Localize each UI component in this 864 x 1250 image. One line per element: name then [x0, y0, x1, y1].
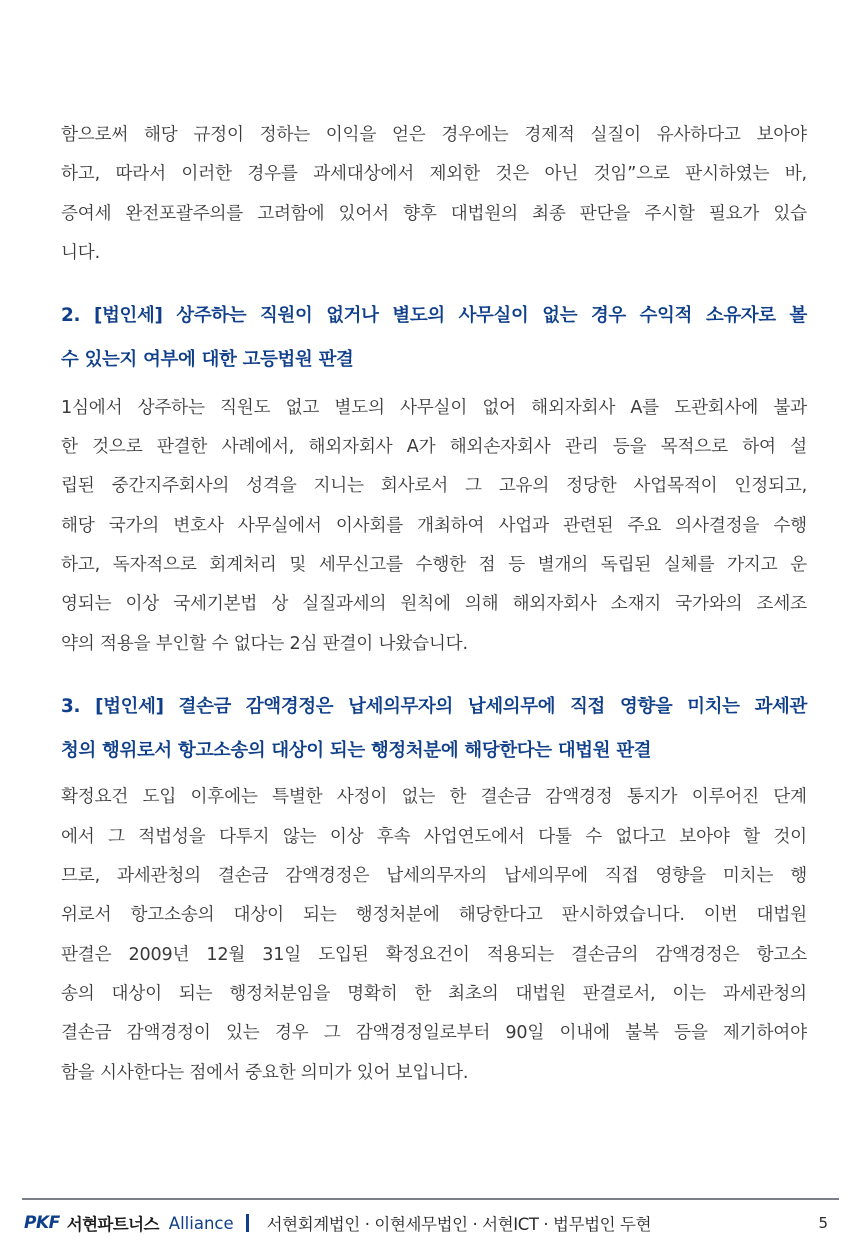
word: 도관회사에 — [674, 397, 759, 418]
word: 최초의 — [448, 983, 499, 1004]
word: 그 — [323, 1023, 341, 1044]
section-3-body — [61, 778, 807, 1092]
word: 이후에는 — [190, 787, 258, 808]
word: 해당 — [143, 125, 178, 145]
word: 고려함에 — [257, 203, 325, 224]
word: 필요가 — [708, 203, 760, 224]
word: 후속 — [376, 826, 411, 847]
word: 미치는 — [687, 695, 740, 717]
word: 있습 — [773, 203, 807, 224]
word: 납세의무자의 — [348, 695, 453, 717]
word: 영향을 — [655, 866, 706, 887]
word: 납세의무에 — [503, 866, 588, 887]
word: 직원도 — [219, 397, 271, 418]
word: 2. — [61, 305, 81, 327]
word: 립된 — [61, 476, 95, 497]
word: 행 — [790, 866, 807, 887]
word: 수 — [585, 826, 602, 847]
paragraph-line: 함을 시사한다는 점에서 중요한 의미가 있어 보입니다. — [61, 1062, 469, 1083]
word: 31일 — [262, 944, 302, 965]
word: 향후 — [403, 203, 437, 224]
word: 실질과세의 — [302, 594, 387, 615]
paragraph-line — [61, 896, 807, 935]
word: 판시하였는 — [685, 164, 770, 185]
word: 보아야 — [756, 125, 807, 145]
word: 변호사 — [173, 515, 224, 536]
word: 규정이 — [193, 125, 244, 145]
word: 이루어진 — [691, 787, 759, 808]
word: 도입된 — [318, 944, 369, 965]
word: 완전포괄주의를 — [125, 203, 244, 224]
word: 않는 — [282, 826, 317, 847]
paragraph-line — [61, 428, 807, 467]
word: 목적으로 — [660, 437, 728, 458]
word: 독자적으로 — [112, 554, 197, 575]
word: 사무실이 — [399, 397, 468, 418]
word: 바, — [784, 164, 807, 185]
word: 것이 — [773, 826, 807, 847]
word: 해외자회사 — [308, 437, 393, 458]
word: 제기하여야 — [722, 1023, 807, 1044]
word: 과세관청의 — [722, 983, 807, 1004]
word: 확정요건이 — [385, 944, 470, 965]
word: 불복 — [625, 1023, 659, 1044]
word: 상주하는 — [176, 305, 247, 327]
word: 하여 — [742, 437, 776, 458]
paragraph-line — [61, 116, 807, 155]
word: 볼 — [789, 305, 807, 327]
word: 12월 — [206, 944, 246, 965]
word: 다투지 — [218, 826, 270, 847]
footer-separator-bar — [246, 1214, 249, 1232]
word: 3. — [61, 695, 81, 717]
word: 감액경정이 — [126, 1023, 211, 1044]
word: 되는 — [303, 905, 337, 926]
word: 있는 — [225, 1023, 260, 1044]
word: 없고 — [285, 397, 320, 418]
intro-paragraph — [61, 116, 807, 273]
word: 이는 — [672, 983, 706, 1004]
word: 상 — [271, 594, 289, 615]
word: 감액경정은 — [245, 695, 334, 717]
word: 경우를 — [247, 164, 298, 185]
word: 중간지주회사의 — [111, 476, 230, 497]
word: 따라서 — [115, 164, 166, 185]
paragraph-line — [61, 936, 807, 975]
word: 및 — [289, 554, 307, 575]
paragraph-line — [61, 778, 807, 817]
word: 인정되고, — [734, 476, 807, 497]
heading-line — [61, 294, 807, 338]
word: 등을 — [612, 437, 647, 458]
paragraph-line — [61, 585, 807, 624]
word: 별도의 — [392, 305, 445, 327]
word: 해당 — [61, 515, 95, 536]
word: 설 — [790, 437, 807, 458]
word: 국세기본법 — [173, 594, 258, 615]
word: 주시할 — [644, 203, 695, 224]
word: 이익을 — [325, 125, 377, 145]
word: 고유의 — [498, 476, 550, 497]
word: 최종 — [532, 203, 566, 224]
word: 사무실에서 — [237, 515, 322, 536]
footer-divider — [22, 1198, 839, 1200]
word: 과세관청의 — [116, 866, 201, 887]
word: 할 — [743, 826, 760, 847]
alliance-label: Alliance — [168, 1213, 234, 1233]
word: 제외한 — [429, 164, 480, 185]
word: 원칙에 — [400, 594, 451, 615]
word: 단계 — [773, 787, 807, 808]
word: 행정처분임을 — [229, 983, 331, 1004]
word: 판결은 — [61, 944, 112, 965]
word: 결손금 — [61, 1023, 112, 1044]
word: 유사하다고 — [656, 125, 741, 145]
word: 1심에서 — [61, 397, 123, 418]
word: 직접 — [604, 866, 639, 887]
word: 등을 — [674, 1023, 708, 1044]
heading-line: 수 있는지 여부에 대한 고등법원 판결 — [61, 348, 354, 370]
word: 하고, — [61, 164, 100, 185]
word: 그 — [108, 826, 125, 847]
word: 결손금 — [480, 787, 532, 808]
word: 통지가 — [626, 787, 678, 808]
word: 적법성을 — [138, 826, 206, 847]
paragraph-line — [61, 195, 807, 234]
word: 결손금 — [217, 866, 269, 887]
word: 개최하여 — [417, 515, 485, 536]
word: 사무실이 — [458, 305, 529, 327]
word: 감액경정일로부터 — [355, 1023, 491, 1044]
word: 상주하는 — [137, 397, 205, 418]
word: 의해 — [464, 594, 499, 615]
word: 보아야 — [679, 826, 730, 847]
word: 이사회를 — [335, 515, 404, 536]
word: 운 — [790, 554, 807, 575]
word: 없거나 — [326, 305, 379, 327]
word: 경우 — [590, 305, 626, 327]
word: 감액경정 — [545, 787, 613, 808]
word: 명확히 — [347, 983, 398, 1004]
word: 판결한 — [156, 437, 208, 458]
word: 경제적 — [524, 125, 575, 145]
word: 가지고 — [727, 554, 778, 575]
word: 항고소송의 — [130, 905, 215, 926]
word: 해외손자회사 — [449, 437, 551, 458]
word: 결손금의 — [571, 944, 639, 965]
word: 지니는 — [313, 476, 364, 497]
word: 없는 — [542, 305, 578, 327]
word: 확정요건 — [61, 787, 129, 808]
word: 없는 — [401, 787, 436, 808]
word: 별개의 — [537, 554, 589, 575]
word: 국가의 — [108, 515, 160, 536]
paragraph-line — [61, 975, 807, 1014]
paragraph-line: 니다. — [61, 242, 100, 263]
paragraph-line — [61, 155, 807, 194]
word: 납세의무에 — [467, 695, 556, 717]
word: 사업과 — [498, 515, 549, 536]
paragraph-line — [61, 389, 807, 428]
word: [법인세] — [93, 305, 163, 327]
word: 대법원 — [756, 905, 807, 926]
word: 이러한 — [181, 164, 232, 185]
word: 이번 — [703, 905, 738, 926]
word: 사례에서, — [221, 437, 295, 458]
word: 함으로써 — [61, 125, 129, 145]
word: 이내에 — [559, 1023, 610, 1044]
paragraph-line — [61, 818, 807, 857]
word: 되는 — [178, 983, 213, 1004]
word: 얻은 — [391, 125, 426, 145]
word: 실질이 — [590, 125, 641, 145]
word: 행정처분에 — [355, 905, 440, 926]
word: 감액경정은 — [655, 944, 740, 965]
word: 수행한 — [415, 554, 466, 575]
word: 것임”으로 — [593, 164, 670, 185]
word: 아닌 — [544, 164, 579, 185]
word: 다툴 — [538, 826, 572, 847]
section-2-heading — [61, 294, 807, 382]
section-2-body — [61, 389, 807, 664]
word: 경우 — [274, 1023, 309, 1044]
word: 사정이 — [336, 787, 388, 808]
word: [법인세] — [95, 695, 164, 717]
word: 송의 — [61, 983, 95, 1004]
word: 대상이 — [233, 905, 284, 926]
page-number: 5 — [818, 1214, 828, 1232]
paragraph-line — [61, 1014, 807, 1053]
word: 관련된 — [563, 515, 614, 536]
word: 없다고 — [615, 826, 666, 847]
word: 에서 — [61, 826, 95, 847]
word: 한 — [414, 983, 432, 1004]
word: 수행 — [773, 515, 807, 536]
word: 점 — [478, 554, 496, 575]
word: 정당한 — [566, 476, 617, 497]
word: 회사로서 — [380, 476, 449, 497]
word: 경우에는 — [441, 125, 509, 145]
word: 직접 — [570, 695, 606, 717]
word: 사업연도에서 — [423, 826, 525, 847]
word: 해당한다고 — [458, 905, 543, 926]
word: 대상이 — [111, 983, 162, 1004]
heading-line — [61, 685, 807, 729]
pkf-logo: PKF — [24, 1213, 60, 1233]
word: 의사결정을 — [675, 515, 760, 536]
word: 감액경정은 — [285, 866, 370, 887]
word: 있어서 — [338, 203, 389, 224]
word: 독립된 — [600, 554, 652, 575]
word: 그 — [464, 476, 482, 497]
word: 영향을 — [619, 695, 673, 717]
paragraph-line — [61, 467, 807, 506]
word: 것으로 — [92, 437, 143, 458]
heading-line: 청의 행위로서 항고소송의 대상이 되는 행정처분에 해당한다는 대법원 판결 — [61, 739, 652, 761]
word: 해외자회사 — [531, 397, 616, 418]
word: 판결로서, — [582, 983, 656, 1004]
word: 별도의 — [334, 397, 385, 418]
word: 므로, — [61, 866, 100, 887]
word: 90일 — [505, 1023, 545, 1044]
word: A가 — [406, 437, 436, 458]
word: 판단을 — [579, 203, 631, 224]
word: 회계처리 — [209, 554, 277, 575]
word: 없어 — [482, 397, 516, 418]
paragraph-line — [61, 507, 807, 546]
word: 정하는 — [259, 125, 310, 145]
page-content — [61, 116, 807, 1093]
word: 이상 — [329, 826, 364, 847]
word: 대법원의 — [450, 203, 518, 224]
word: 소유자로 — [705, 305, 776, 327]
word: 미치는 — [722, 866, 774, 887]
paragraph-line — [61, 857, 807, 896]
word: 불과 — [773, 397, 807, 418]
word: 2009년 — [128, 944, 190, 965]
word: 해외자회사 — [512, 594, 597, 615]
word: 한 — [61, 437, 78, 458]
word: 것은 — [495, 164, 530, 185]
word: 영되는 — [61, 594, 112, 615]
word: 세무신고를 — [318, 554, 403, 575]
paragraph-line: 약의 적용을 부인할 수 없다는 2심 판결이 나왔습니다. — [61, 633, 468, 654]
word: 사업목적이 — [633, 476, 718, 497]
word: 항고소 — [756, 944, 807, 965]
word: 국가와의 — [675, 594, 743, 615]
footer — [24, 1210, 651, 1236]
word: 조세조 — [756, 594, 807, 615]
word: 성격을 — [246, 476, 297, 497]
word: 직원이 — [260, 305, 313, 327]
word: A를 — [630, 397, 659, 418]
word: 판시하였습니다. — [561, 905, 685, 926]
word: 관리 — [564, 437, 599, 458]
word: 대법원 — [515, 983, 566, 1004]
word: 이상 — [125, 594, 160, 615]
word: 등 — [508, 554, 525, 575]
word: 과세대상에서 — [313, 164, 414, 185]
word: 도입 — [142, 787, 177, 808]
word: 증여세 — [61, 203, 112, 224]
word: 한 — [449, 787, 467, 808]
firm-name: 서현파트너스 — [66, 1215, 159, 1234]
word: 하고, — [61, 554, 100, 575]
paragraph-line — [61, 546, 807, 585]
word: 위로서 — [61, 905, 112, 926]
section-3-heading — [61, 685, 807, 773]
word: 과세관 — [754, 695, 807, 717]
word: 결손금 — [178, 695, 232, 717]
word: 실체를 — [663, 554, 715, 575]
word: 소재지 — [610, 594, 662, 615]
word: 납세의무자의 — [386, 866, 487, 887]
word: 수익적 — [639, 305, 693, 327]
word: 주요 — [627, 515, 662, 536]
word: 적용되는 — [486, 944, 554, 965]
member-firms: 서현회계법인 · 이현세무법인 · 서현ICT · 법무법인 두현 — [266, 1215, 652, 1234]
word: 특별한 — [272, 787, 323, 808]
